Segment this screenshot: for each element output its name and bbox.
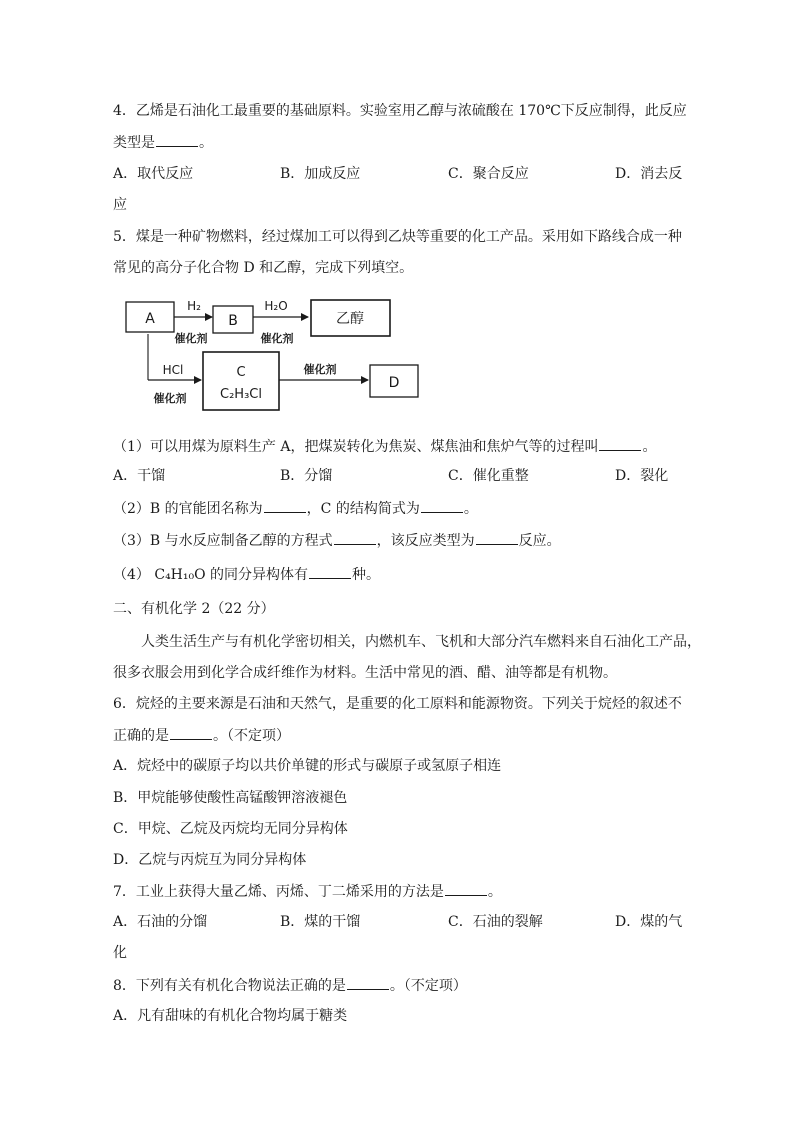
q7-stem: 7．工业上获得大量乙烯、丙烯、丁二烯采用的方法是 。 xyxy=(113,884,502,900)
q5-sub4: （4） C₄H₁₀O 的同分异构体有 种。 xyxy=(113,567,381,583)
q8-option-a: A．凡有甜味的有机化合物均属于糖类 xyxy=(113,1008,348,1024)
answer-blank[interactable] xyxy=(347,976,389,990)
q7-option-c: C．石油的裂解 xyxy=(448,914,543,930)
q6-option-d: D．乙烷与丙烷互为同分异构体 xyxy=(113,852,307,868)
catalyst-label-4: 催化剂 xyxy=(303,363,337,376)
q4-stem-line2: 类型是 。 xyxy=(113,135,213,151)
reagent-h2o: H₂O xyxy=(264,299,288,313)
q6-option-a: A．烷烃中的碳原子均以共价单键的形式与碳原子或氢原子相连 xyxy=(113,758,502,774)
answer-blank[interactable] xyxy=(599,437,641,451)
q5-stem-line1: 5．煤是一种矿物燃料，经过煤加工可以得到乙炔等重要的化工产品。采用如下路线合成一种 xyxy=(113,229,682,245)
catalyst-label-3: 催化剂 xyxy=(153,392,187,405)
box-b-label: B xyxy=(228,313,238,329)
q7-option-a: A．石油的分馏 xyxy=(113,914,208,930)
q6-stem-line2: 正确的是 。（不定项） xyxy=(113,728,290,744)
answer-blank[interactable] xyxy=(170,726,212,740)
answer-blank[interactable] xyxy=(445,882,487,896)
q7-option-d-wrap: 化 xyxy=(113,945,127,961)
reagent-h2: H₂ xyxy=(187,299,201,313)
answer-blank[interactable] xyxy=(309,565,351,579)
q5-sub1-option-a: A．干馏 xyxy=(113,468,166,484)
q5-stem-line2: 常见的高分子化合物 D 和乙醇，完成下列填空。 xyxy=(113,260,414,276)
box-c-label: C xyxy=(236,365,246,380)
q5-sub1-option-b: B．分馏 xyxy=(280,468,333,484)
answer-blank[interactable] xyxy=(334,531,376,545)
q5-sub1: （1）可以用煤为原料生产 A，把煤炭转化为焦炭、煤焦油和焦炉气等的过程叫 。 xyxy=(113,439,657,455)
q4-stem-line1: 4．乙烯是石油化工最重要的基础原料。实验室用乙醇与浓硫酸在 170℃下反应制得，此反应 xyxy=(113,103,687,119)
q4-option-c: C．聚合反应 xyxy=(448,166,529,182)
q5-sub1-option-d: D．裂化 xyxy=(615,468,669,484)
section-intro-line2: 很多衣服会用到化学合成纤维作为材料。生活中常见的酒、醋、油等都是有机物。 xyxy=(113,665,617,681)
q6-option-b: B．甲烷能够使酸性高锰酸钾溶液褪色 xyxy=(113,790,348,806)
q7-option-d: D．煤的气 xyxy=(615,914,683,930)
answer-blank[interactable] xyxy=(156,133,198,147)
q6-option-c: C．甲烷、乙烷及丙烷均无同分异构体 xyxy=(113,821,348,837)
q6-stem-line1: 6．烷烃的主要来源是石油和天然气，是重要的化工原料和能源物资。下列关于烷烃的叙述不 xyxy=(113,696,682,712)
answer-blank[interactable] xyxy=(264,499,306,513)
catalyst-label-2: 催化剂 xyxy=(260,332,294,345)
q5-sub2: （2）B 的官能团名称为 ，C 的结构简式为 。 xyxy=(113,501,478,517)
box-c-formula: C₂H₃Cl xyxy=(220,387,262,402)
q4-option-b: B．加成反应 xyxy=(280,166,361,182)
answer-blank[interactable] xyxy=(421,499,463,513)
synthesis-route-diagram xyxy=(112,290,422,415)
q4-option-d: D．消去反 xyxy=(615,166,683,182)
answer-blank[interactable] xyxy=(476,531,518,545)
box-a-label: A xyxy=(145,311,155,327)
box-ethanol-label: 乙醇 xyxy=(336,311,364,327)
section-heading: 二、有机化学 2（22 分） xyxy=(113,601,275,617)
box-d-label: D xyxy=(388,375,400,391)
reagent-hcl: HCl xyxy=(162,363,184,377)
q4-option-d-wrap: 应 xyxy=(113,197,127,213)
q5-sub1-option-c: C．催化重整 xyxy=(448,468,529,484)
q8-stem: 8．下列有关有机化合物说法正确的是 。（不定项） xyxy=(113,978,467,994)
q4-option-a: A．取代反应 xyxy=(113,166,194,182)
catalyst-label-1: 催化剂 xyxy=(174,332,208,345)
section-intro-line1: 人类生活生产与有机化学密切相关，内燃机车、飞机和大部分汽车燃料来自石油化工产品， xyxy=(141,634,701,650)
q5-sub3: （3）B 与水反应制备乙醇的方程式 ，该反应类型为 反应。 xyxy=(113,533,561,549)
q7-option-b: B．煤的干馏 xyxy=(280,914,361,930)
